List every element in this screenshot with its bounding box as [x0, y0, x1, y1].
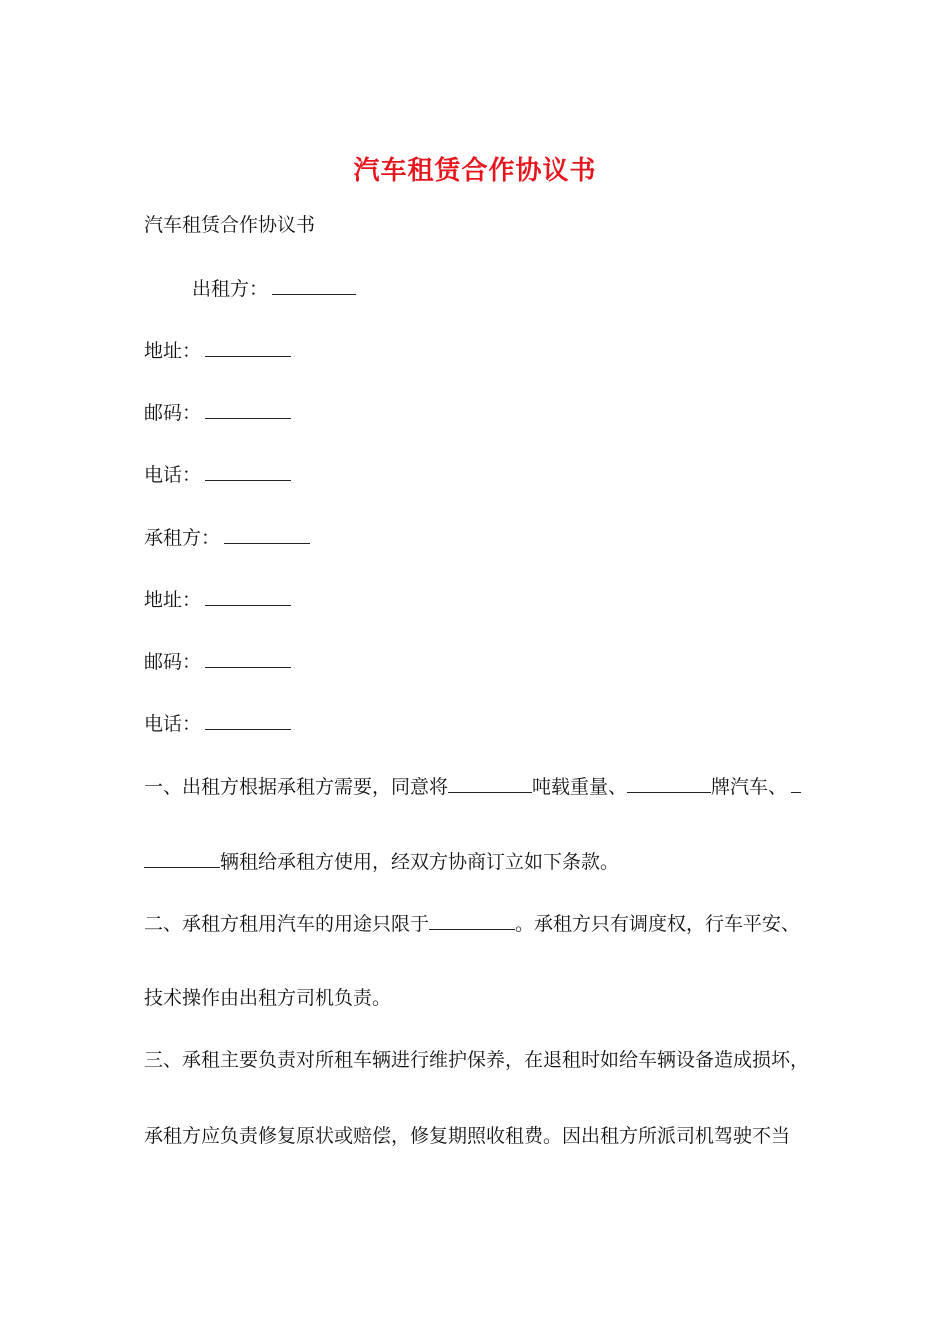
clause-1-text-c: 牌汽车、 — [711, 776, 788, 798]
quantity-blank-start[interactable] — [791, 774, 801, 793]
lessor-address-label: 地址： — [144, 340, 202, 362]
lessor-address-blank[interactable] — [205, 338, 291, 357]
lessee-address-label: 地址： — [144, 589, 202, 611]
lessee-postcode-blank[interactable] — [205, 649, 291, 668]
lessee-blank[interactable] — [224, 525, 310, 544]
lessee-address-line — [144, 587, 291, 612]
clause-2-line-2: 技术操作由出租方司机负责。 — [144, 987, 392, 1009]
lessor-address-line — [144, 338, 291, 363]
lessor-postcode-line — [144, 400, 291, 425]
clause-3-line-1: 三、承租主要负责对所租车辆进行维护保养，在退租时如给车辆设备造成损坏， — [144, 1049, 810, 1071]
lessee-address-blank[interactable] — [205, 587, 291, 606]
clause-1-text-d: 辆租给承租方使用，经双方协商订立如下条款。 — [220, 851, 620, 873]
quantity-blank[interactable] — [144, 849, 220, 868]
clause-2-text-b: 。承租方只有调度权，行车平安、 — [515, 913, 801, 935]
lessee-phone-line — [144, 711, 291, 736]
document-title: 汽车租赁合作协议书 — [353, 156, 597, 186]
lessor-postcode-label: 邮码： — [144, 402, 202, 424]
lessor-phone-line — [144, 462, 291, 487]
lessor-phone-blank[interactable] — [205, 462, 291, 481]
clause-3-line-2: 承租方应负责修复原状或赔偿，修复期照收租费。因出租方所派司机驾驶不当 — [144, 1125, 791, 1147]
lessee-postcode-label: 邮码： — [144, 651, 202, 673]
lessor-phone-label: 电话： — [144, 464, 202, 486]
lessor-blank[interactable] — [272, 276, 356, 295]
lessor-line — [192, 276, 356, 301]
lessor-label: 出租方： — [192, 278, 269, 300]
clause-1-text-b: 吨载重量、 — [532, 776, 628, 798]
clause-1-line-2 — [144, 849, 619, 874]
clause-2-text-a: 二、承租方租用汽车的用途只限于 — [144, 913, 430, 935]
lessee-phone-blank[interactable] — [205, 711, 291, 730]
lessee-postcode-line — [144, 649, 291, 674]
lessee-phone-label: 电话： — [144, 713, 202, 735]
usage-blank[interactable] — [429, 911, 515, 930]
lessor-postcode-blank[interactable] — [205, 400, 291, 419]
document-subtitle: 汽车租赁合作协议书 — [144, 214, 316, 236]
lessee-line — [144, 525, 310, 550]
lessee-label: 承租方： — [144, 527, 221, 549]
clause-1-line-1 — [144, 774, 801, 799]
tonnage-blank[interactable] — [448, 774, 532, 793]
clause-1-text-a: 一、出租方根据承租方需要，同意将 — [144, 776, 449, 798]
brand-blank[interactable] — [627, 774, 711, 793]
clause-2-line-1 — [144, 911, 800, 936]
